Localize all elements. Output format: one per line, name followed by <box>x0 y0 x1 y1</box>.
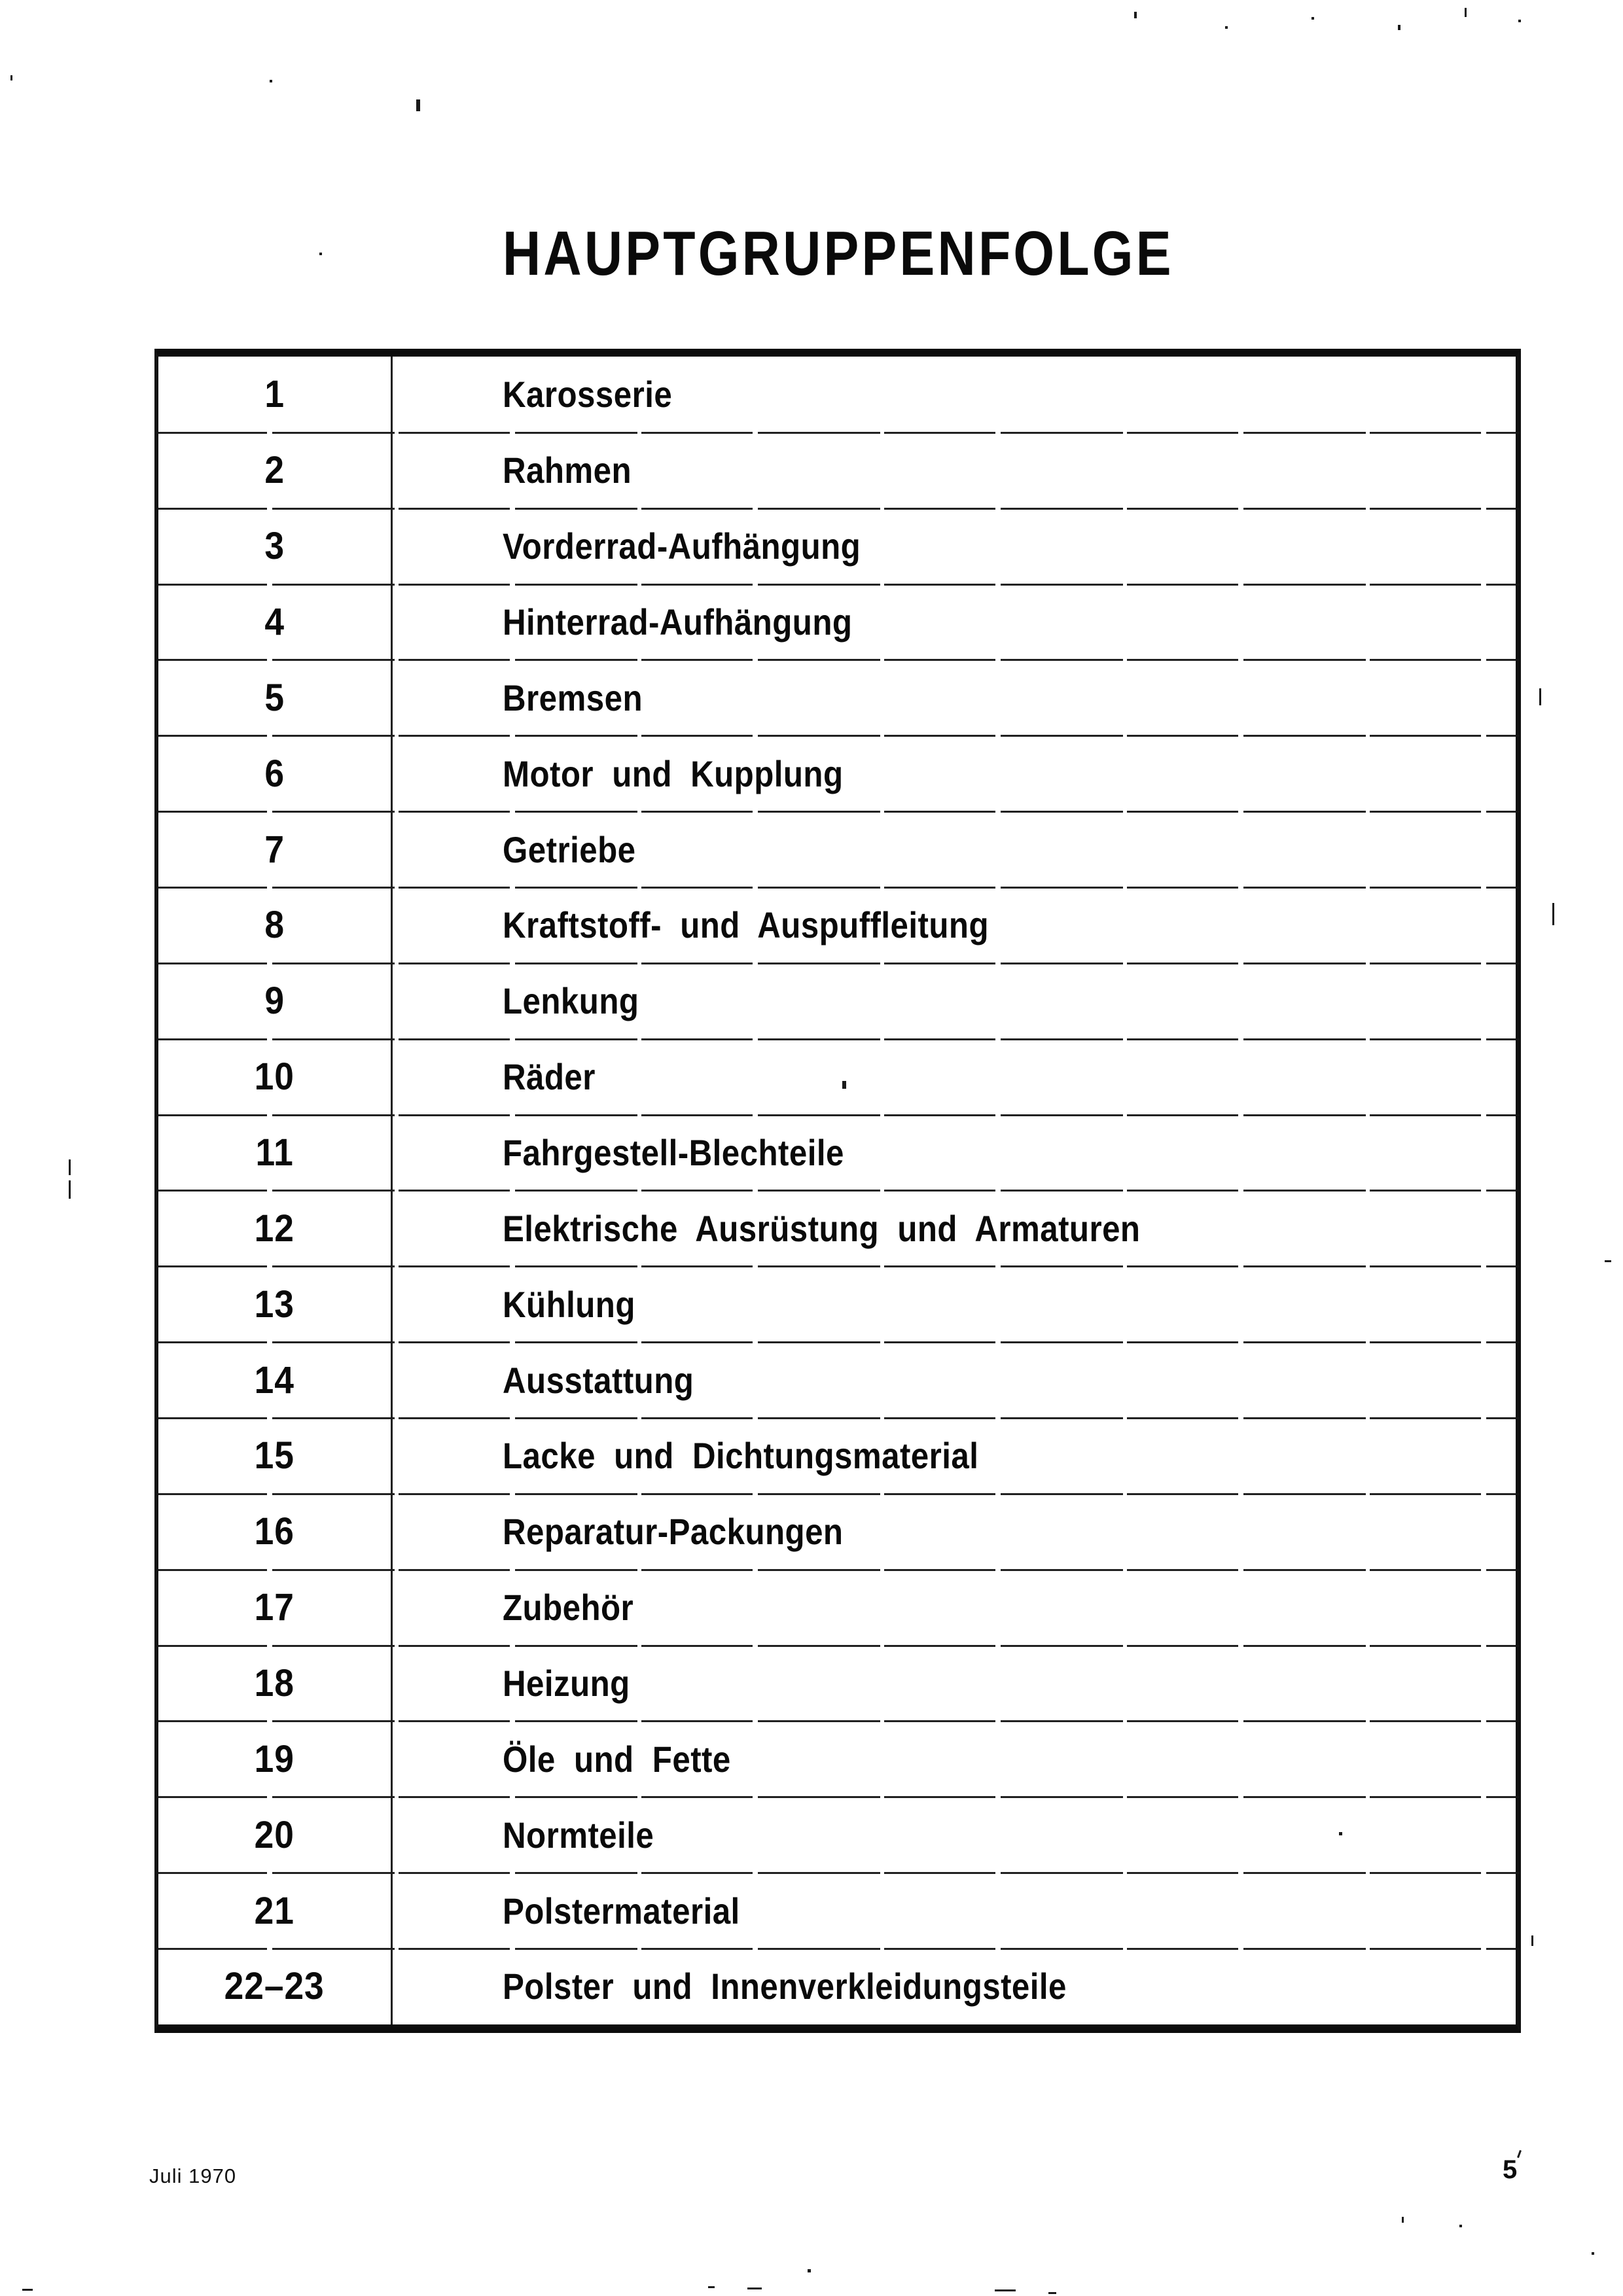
group-number-cell <box>158 1949 393 2024</box>
group-number-cell <box>158 1190 393 1266</box>
group-number: 15 <box>254 1434 295 1477</box>
group-label: Öle und Fette <box>503 1738 731 1780</box>
group-label: Hinterrad-Aufhängung <box>503 601 853 643</box>
group-label-cell <box>393 811 1516 887</box>
group-label-cell <box>393 1646 1516 1722</box>
group-label: Zubehör <box>503 1587 634 1629</box>
scan-speck <box>842 1081 846 1089</box>
group-label-cell <box>393 433 1516 508</box>
group-label: Bremsen <box>503 677 643 718</box>
scan-speck <box>1339 1832 1342 1835</box>
scan-speck <box>1605 1260 1611 1262</box>
group-label-cell <box>393 735 1516 811</box>
group-label-cell <box>393 1570 1516 1646</box>
group-number-cell <box>158 433 393 508</box>
table-row <box>158 811 1516 887</box>
scan-speck <box>1517 2150 1522 2158</box>
group-label-cell <box>393 660 1516 735</box>
scan-speck <box>1402 2217 1404 2223</box>
group-number: 12 <box>254 1207 295 1250</box>
group-number: 17 <box>254 1586 295 1629</box>
table-row <box>158 1418 1516 1494</box>
group-number-cell <box>158 887 393 963</box>
scan-speck <box>319 253 322 255</box>
scan-speck <box>1531 1935 1533 1946</box>
table-row <box>158 357 1516 433</box>
group-number-cell <box>158 584 393 660</box>
group-label-cell <box>393 1266 1516 1342</box>
group-label: Kühlung <box>503 1283 635 1325</box>
group-number: 11 <box>255 1131 294 1174</box>
group-number: 7 <box>264 828 285 871</box>
group-label: Räder <box>503 1056 596 1098</box>
group-number: 10 <box>254 1055 295 1099</box>
group-label: Normteile <box>503 1814 654 1856</box>
group-label: Kraftstoff- und Auspuffleitung <box>503 904 990 946</box>
scan-speck <box>708 2286 715 2288</box>
group-number: 21 <box>254 1889 295 1932</box>
group-label-cell <box>393 1190 1516 1266</box>
group-label: Fahrgestell-Blechteile <box>503 1132 844 1174</box>
table-row <box>158 1570 1516 1646</box>
group-number-cell <box>158 1570 393 1646</box>
group-label: Getriebe <box>503 828 636 870</box>
group-number: 22–23 <box>224 1965 325 2008</box>
group-label-cell <box>393 1418 1516 1494</box>
group-label-cell <box>393 1494 1516 1570</box>
group-number-cell <box>158 357 393 433</box>
group-number: 1 <box>264 373 285 416</box>
group-label: Elektrische Ausrüstung und Armaturen <box>503 1207 1141 1249</box>
group-label-cell <box>393 1949 1516 2024</box>
group-number-cell <box>158 1115 393 1191</box>
scan-speck <box>69 1180 71 1199</box>
group-number-cell <box>158 1039 393 1115</box>
scan-speck <box>1459 2225 1462 2227</box>
table-row <box>158 887 1516 963</box>
footer-date: Juli 1970 <box>149 2164 237 2187</box>
group-label: Ausstattung <box>503 1359 694 1401</box>
group-number-cell <box>158 1266 393 1342</box>
group-label-cell <box>393 1873 1516 1949</box>
group-label-cell <box>393 1115 1516 1191</box>
group-number-cell <box>158 508 393 584</box>
table-row <box>158 735 1516 811</box>
table-row <box>158 1873 1516 1949</box>
group-label: Motor und Kupplung <box>503 752 844 794</box>
group-number-cell <box>158 963 393 1039</box>
page-number: 5 <box>1503 2155 1518 2184</box>
table-row <box>158 1494 1516 1570</box>
group-number-cell <box>158 1721 393 1797</box>
scan-speck <box>1539 688 1541 705</box>
group-number: 5 <box>264 676 285 719</box>
group-number-cell <box>158 811 393 887</box>
group-label-cell <box>393 1039 1516 1115</box>
group-label: Polstermaterial <box>503 1890 740 1932</box>
main-groups-table <box>154 349 1521 2033</box>
scan-speck <box>22 2289 33 2291</box>
table-row <box>158 433 1516 508</box>
scan-speck <box>1398 25 1400 30</box>
group-number-cell <box>158 1873 393 1949</box>
group-number-cell <box>158 1418 393 1494</box>
group-number: 19 <box>254 1737 295 1780</box>
table-row <box>158 1342 1516 1418</box>
group-label: Rahmen <box>503 450 632 491</box>
group-number: 3 <box>264 525 285 568</box>
group-label: Lenkung <box>503 980 639 1022</box>
scan-speck <box>747 2287 762 2289</box>
group-label: Polster und Innenverkleidungsteile <box>503 1966 1067 2007</box>
group-number-cell <box>158 735 393 811</box>
table-row <box>158 1115 1516 1191</box>
scan-speck <box>69 1159 71 1175</box>
group-number-cell <box>158 1494 393 1570</box>
group-number-cell <box>158 660 393 735</box>
table-row <box>158 1646 1516 1722</box>
group-label-cell <box>393 1721 1516 1797</box>
table-row <box>158 660 1516 735</box>
scan-speck <box>1518 20 1521 22</box>
group-number: 16 <box>254 1510 295 1553</box>
group-label-cell <box>393 508 1516 584</box>
scan-speck <box>416 99 420 111</box>
group-number-cell <box>158 1646 393 1722</box>
group-number: 14 <box>254 1358 295 1402</box>
table-row <box>158 1190 1516 1266</box>
scan-speck <box>10 75 12 80</box>
group-number: 2 <box>264 449 285 492</box>
scan-speck <box>808 2269 811 2272</box>
group-label-cell <box>393 1342 1516 1418</box>
table-row <box>158 963 1516 1039</box>
table-row <box>158 1949 1516 2024</box>
group-label: Vorderrad-Aufhängung <box>503 525 861 567</box>
table-row <box>158 1266 1516 1342</box>
scan-speck <box>995 2289 1016 2291</box>
scan-speck <box>1311 17 1314 20</box>
group-number: 20 <box>254 1813 295 1856</box>
scan-speck <box>1134 12 1137 18</box>
group-label: Lacke und Dichtungsmaterial <box>503 1435 979 1477</box>
group-number: 6 <box>264 752 285 795</box>
table-row <box>158 584 1516 660</box>
group-label-cell <box>393 963 1516 1039</box>
group-number-cell <box>158 1342 393 1418</box>
scan-speck <box>1592 2252 1594 2255</box>
scan-speck <box>1225 26 1228 29</box>
group-label: Reparatur-Packungen <box>503 1511 844 1553</box>
group-number: 13 <box>254 1282 295 1326</box>
group-label-cell <box>393 584 1516 660</box>
group-label-cell <box>393 887 1516 963</box>
scan-speck <box>1552 903 1554 925</box>
group-number-cell <box>158 1797 393 1873</box>
scan-speck <box>270 80 272 82</box>
table-row <box>158 1039 1516 1115</box>
group-label-cell <box>393 357 1516 433</box>
group-number: 8 <box>264 904 285 947</box>
page-title: HAUPTGRUPPENFOLGE <box>503 219 1174 289</box>
group-label: Karosserie <box>503 374 673 415</box>
table-row <box>158 508 1516 584</box>
group-label: Heizung <box>503 1663 630 1704</box>
group-number: 4 <box>264 601 285 643</box>
scan-speck <box>1465 8 1467 17</box>
group-number: 9 <box>264 980 285 1023</box>
group-label-cell <box>393 1797 1516 1873</box>
group-number: 18 <box>254 1662 295 1705</box>
table-row <box>158 1797 1516 1873</box>
table-row <box>158 1721 1516 1797</box>
scan-speck <box>1048 2292 1056 2294</box>
